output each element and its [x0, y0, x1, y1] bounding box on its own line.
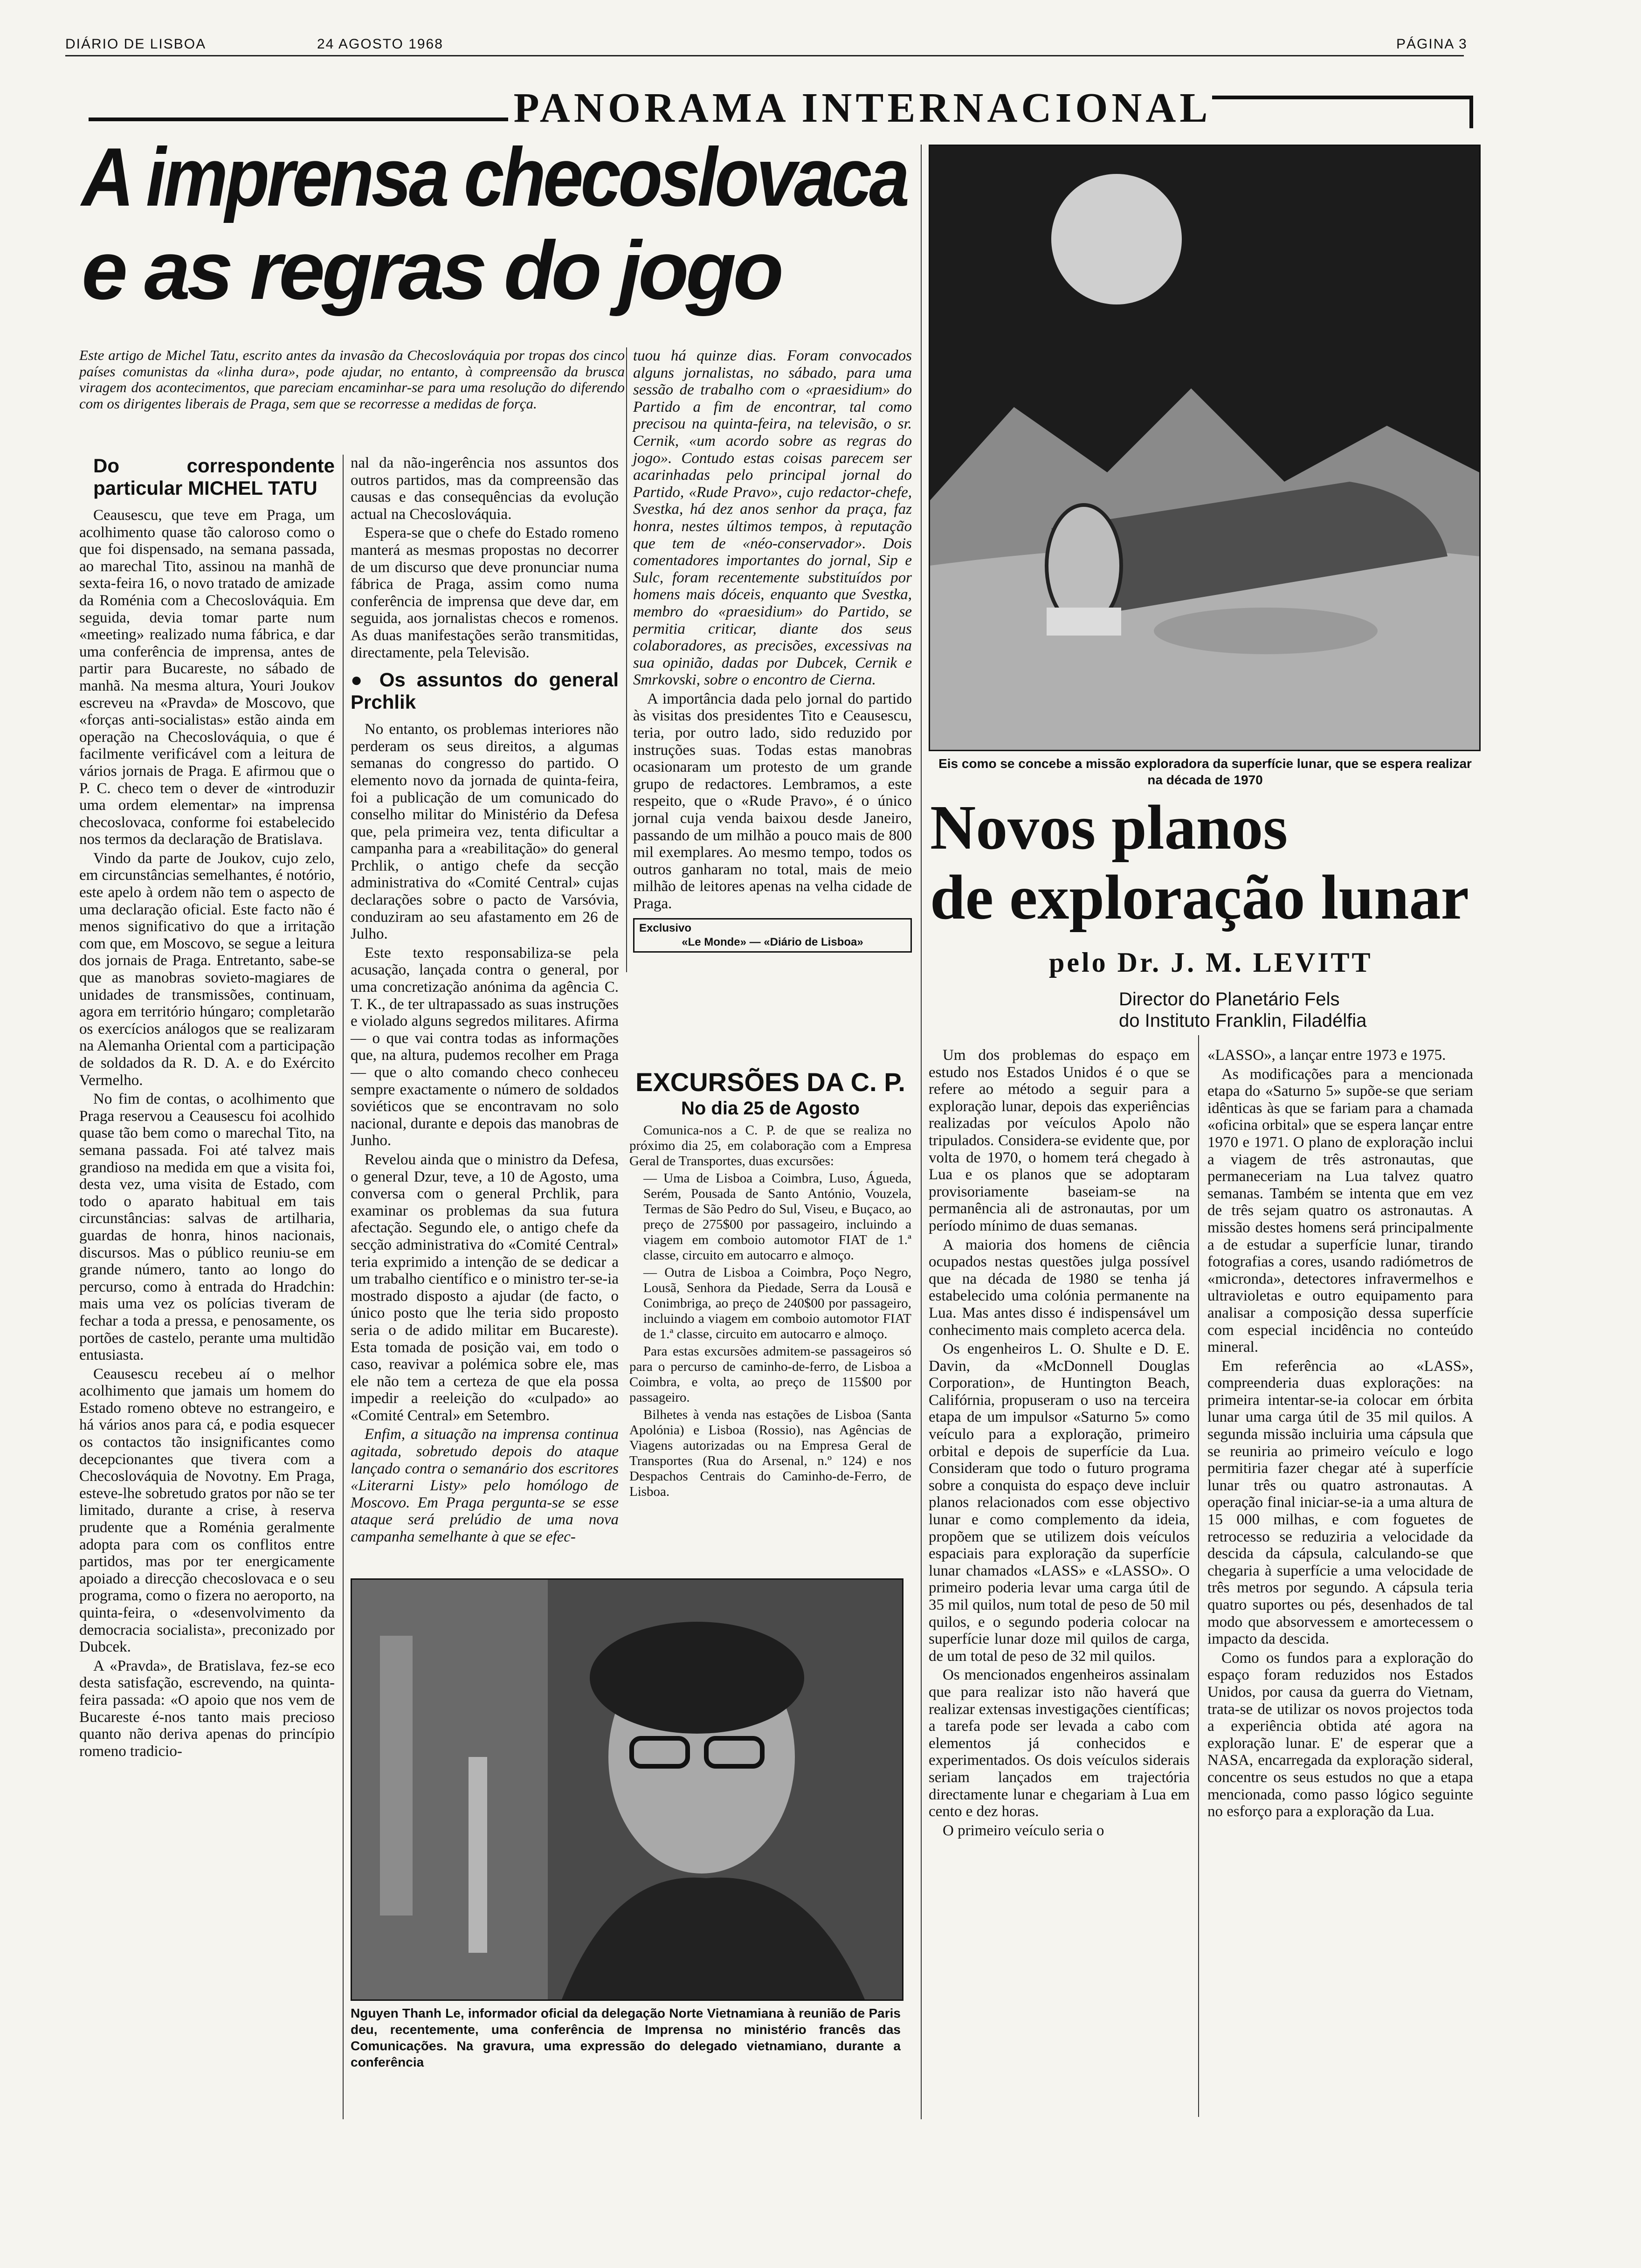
article-column-2 [351, 455, 619, 1548]
paragraph: A «Pravda», de Bratislava, fez-se eco desta satisfação, escrevendo, na quinta-feira passada: «O apoio que nos vem de Bucareste é-nos tanto mais precioso quanto não deriva apenas do princípio romeno tradicio- [79, 1657, 335, 1760]
list-item: — Outra de Lisboa a Coimbra, Poço Negro, Lousã, Senhora da Piedade, Serra da Lousã e Conimbriga, ao preço de 240$00 por passageiro, incluindo a viagem em comboio automotor FIAT de 1.ª classe, circuito em autocarro e almoço. [643, 1265, 911, 1341]
paragraph: «LASSO», a lançar entre 1973 e 1975. [1207, 1047, 1446, 1064]
column-rule [343, 455, 344, 2119]
author-role-line-2: do Instituto Franklin, Filadélfia [1119, 1010, 1367, 1031]
article2-byline: pelo Dr. J. M. LEVITT [1049, 947, 1373, 978]
bullet-icon: ● [351, 669, 379, 691]
paragraph: Espera-se que o chefe do Estado romeno manterá as mesmas propostas no decorrer de um discurso que deve pronunciar numa fábrica de Praga, assim como numa conferência de imprensa que deve dar, em seguida, aos jornalistas checos e romenos. As duas manifestações serão transmitidas, directamente, pela Televisão. [351, 525, 619, 661]
paragraph: Enfim, a situação na imprensa continua agitada, sobretudo depois do ataque lançado contra o semanário dos escritores «Literarni Listy» pelo homólogo de Moscovo. Em Praga perguntа-se se esse ataque será prelúdio de uma nova campanha semelhante à que se efec- [351, 1426, 619, 1546]
excursions-subtitle: No dia 25 de Agosto [681, 1098, 860, 1119]
paragraph: A importância dada pelo jornal do partido às visitas dos presidentes Tito e Ceausescu, teria, por outro lado, sido reduzido por instruções suas. Todas estas manobras ocasionaram um protesto de um grande grupo de redactores. Lembramos, a este respeito, que o «Rude Pravo», é o único jornal cuja venda baixou desde Janeiro, passando de um milhão a pouco mais de 800 mil exemplares. Ao mesmo tempo, todos os outros ganharam no total, mais de meio milhão de leitores apenas na velha cidade de Praga. [633, 690, 912, 912]
paragraph: As modificações para a mencionada etapa do «Saturno 5» supõe-se que seriam idênticas às que se fariam para a chamada «oficina orbital» que se espera lançar entre 1970 e 1971. O plano de exploração inclui a viagem de três astronautas, que permaneceriam na Lua talvez quatro semanas. Também se intenta que em vez de três sejam quatro os astronautas. A missão destes homens será principalmente a de estudar a superfície lunar, tirando fotografias a cores, usando radiómetros de «micronda», detectores infravermelhos e ultravioletas e outro equipamento para analisar a composição dessa superfície com especial incidência no conteúdo mineral. [1207, 1065, 1473, 1356]
subheading-text: Os assuntos do general Prchlik [351, 669, 619, 713]
column-rule [921, 145, 922, 2119]
photo-caption: Nguyen Thanh Le, informador oficial da delegação Norte Vietnamiana à reunião de Paris deu, recentemente, uma conferência de Imprensa no ministério francês das Comunicações. Na gravura, uma expressão do delegado vietnamiano, durante a conferência [351, 2006, 901, 2069]
article2-column-2 [1207, 1047, 1473, 1822]
exclusive-label: Exclusivo [639, 921, 692, 934]
excursions-notice [629, 1068, 911, 1501]
paragraph: Bilhetes à venda nas estações de Lisboa (Santa Apolónia) e Lisboa (Rossio), nas Agências de Viagens autorizadas ou na Empresa Geral de Transportes (Rua do Arsenal, n.º 124) e nos Despachos Centrais do Caminho-de-Ferro, de Lisboa. [629, 1407, 911, 1499]
paragraph: Em referência ao «LASS», compreenderia duas explorações: na primeira intentar-se-ia colocar em órbita lunar uma carga útil de 35 mil quilos. A segunda missão incluiria uma cápsula que se reuniria ao primeiro veículo e logo permitiria fazer chegar até à superfície lunar três ou quatro astronautas. A operação final iniciar-se-ia a uma altura de 15 000 milhas, e com foguetes de retrocesso se reduziria a velocidade da descida da cápsula, calculando-se que chegaria à superfície a uma velocidade de três metros por segundo. A cápsula teria quatro suportes ou pés, desenhados de tal modo que absorvessem e amortecessem o impacto da descida. [1207, 1357, 1473, 1648]
headline-line-1: Novos planos [930, 793, 1288, 863]
column-rule [1198, 1035, 1199, 2117]
article2-headline [930, 793, 1478, 933]
lunar-photo-caption: Eis como se concebe a missão exploradora da superfície lunar, que se espera realizar na década de 1970 [938, 756, 1472, 787]
portrait-photo [351, 1578, 903, 2001]
article-intro: Este artigo de Michel Tatu, escrito antes da invasão da Checoslováquia por tropas dos cinco países comunistas da «linha dura», pode ajudar, no entanto, à compreensão da brusca viragem dos acontecimentos, que pareciam encaminhar-se para uma resolução do diferendo com os dirigentes liberais de Praga, sem que se recorresse a medidas de força. [79, 347, 625, 412]
paragraph: Como os fundos para a exploração do espaço foram reduzidos nos Estados Unidos, por causa da guerra do Vietnam, trata-se de utilizar os novos projectos toda a experiência obtida até agora na exploração lunar. E' de esperar que a NASA, encarregada da exploração sideral, concentre os seus estudos no que a etapa mencionada, como passo lógico seguinte no esforço para a exploração da Lua. [1207, 1649, 1473, 1820]
section-title: PANORAMA INTERNACIONAL [513, 85, 1212, 131]
excursions-title: EXCURSÕES DA C. P. [635, 1067, 905, 1097]
masthead-rule [65, 55, 1464, 56]
subheading [351, 669, 619, 713]
article-column-3 [633, 347, 912, 953]
byline: Do correspondente particular MICHEL TATU [93, 455, 335, 499]
paragraph: A maioria dos homens de ciência ocupados nestas questões julga possível que na década de 1980 se tenha já estabelecido uma colónia permanente na Lua. Mas antes disso é indispensável um conhecimento mais completo acerca dela. [929, 1236, 1190, 1339]
paragraph: Vindo da parte de Joukov, cujo zelo, em circunstâncias semelhantes, é notório, este apelo à ordem não tem o aspecto de uma declaração oficial. Este facto não é menos significativo do que a irritação com que, em Moscovo, se segue a leitura dos jornais de Praga. Entretanto, sabe-se que as manobras sovieto-magiares de unidades de transmissões, continuam, agora em território húngaro; completarão os exercícios análogos que se realizaram na Alemanha Oriental com a participação de soldados da R. D. A. e do Exército Vermelho. [79, 850, 335, 1089]
paragraph: Os mencionados engenheiros assinalam que para realizar isto não haverá que realizar extensas investigações científicas; a tarefa pode ser levada a cabo com elementos já conhecidos e experimentados. Os dois veículos siderais seriam lançados em trajectória directamente lunar e chegariam à Lua em cento e dez horas. [929, 1666, 1190, 1820]
paragraph: Ceausescu recebeu aí o melhor acolhimento que jamais um homem do Estado romeno obteve no estrangeiro, e há vários anos para cá, e podia esquecer os contactos tão insignificantes como decepcionantes que tivera com a Checoslováquia de Novotny. Em Praga, esteve-lhe sobretudo gratos por não se ter limitado, durante a crise, à reserva prudente que a Roménia geralmente adopta para com os conflitos entre partidos, mas por ter energicamente apoiado a direcção checoslovaca e o seu programa, como o fizera no aeroporto, na quinta-feira, o «desenvolvimento da democracia socialista», preconizado por Dubcek. [79, 1365, 335, 1656]
paragraph: No fim de contas, o acolhimento que Praga reservou a Ceausescu foi acolhido quase tão bem como o marechal Tito, na semana passada. Foi até talvez mais grandioso na medida em que a visita foi, desta vez, uma visita de Estado, com todo o aparato habitual em tais circunstâncias: salvas de artilharia, guardas de honra, hinos nacionais, discursos. Mas o público reuniu-se em grande número, tanto ao longo do percurso, como à entrada do Hradchin: mais uma vez os polícias tiveram de fechar a toda a pressa, e penosamente, os portões de castelo, perante uma multidão entusiasta. [79, 1091, 335, 1364]
paper-name: DIÁRIO DE LISBOA [65, 36, 207, 52]
paragraph: Ceausescu, que teve em Praga, um acolhimento quase tão caloroso como o que foi dispensado, na semana passada, ao marechal Tito, assinou na manhã de sexta-feira 16, o novo tratado de amizade da Roménia com a Checoslováquia. Em seguida, devia tomar parte num «meeting» realizado numa fábrica, e dar uma conferência de imprensa, antes de partir para Bucareste, no sábado de manhã. Na mesma altura, Youri Joukov escreveu na «Pravda» de Moscovo, que «forças anti-socialistas» estão ainda em operação na Checoslováquia, o que é facilmente verificável com a leitura de vários jornais de Praga. E afirmou que o P. C. checo tem o dever de «introduzir uma ordem elementar» na imprensa checoslovaca, conforme foi estabelecido nos termos da declaração de Bratislava. [79, 507, 335, 848]
paragraph: Um dos problemas do espaço em estudo nos Estados Unidos é o que se refere ao método a seguir para a exploração lunar, depois das experiências realizadas por veículos Apolo não tripulados. Considera-se evidente que, por volta de 1970, o homem terá chegado à Lua e os planos que se adoptaram provisoriamente baseiam-se na permanência ali de astronautas, por um período mínimo de duas semanas. [929, 1047, 1190, 1234]
list-item: — Uma de Lisboa a Coimbra, Luso, Águeda, Serém, Pousada de Santo António, Vouzela, Termas de São Pedro do Sul, Viseu, e Buçaco, ao preço de 275$00 por passageiro, incluindo a viagem em comboio automotor FIAT de 1.ª classe, circuito em autocarro e almoço. [643, 1171, 911, 1263]
banner-rule-left [89, 118, 508, 121]
paragraph: Este texto responsabiliza-se pela acusação, lançada contra o general, por uma concretização anónima da agência C. T. K., de ter ultrapassado as suas instruções e violado alguns segredos militares. Afirma — o que vai contra todas as informações que, na altura, pudemos recolher em Praga — que o alto comando checo conheceu sempre exactamente o número de soldados soviéticos que se encontravam no solo nacional, durante e depois das manobras de Junho. [351, 944, 619, 1149]
headline-line-1: A imprensa checoslovaca [82, 131, 907, 223]
page-number: PÁGINA 3 [1396, 36, 1468, 52]
paragraph: nal da não-ingerência nos assuntos dos outros partidos, mas da compreensão das causas e das consequências da evolução actual na Checoslováquia. [351, 455, 619, 523]
lunar-illustration [930, 146, 1479, 750]
paragraph: tuou há quinze dias. Foram convocados alguns jornalistas, no sábado, para uma sessão de trabalho com o «praesidium» do Partido a fim de encontrar, tal como precisou na quinta-feira, na televisão, o sr. Cernik, «um acordo sobre as regras do jogo». Contudo estas coisas parecem ser acarinhadas pelo principal jornal do Partido, «Rude Pravo», cujo redactor-chefe, Svestka, há dez anos senhor da praça, faz honra, nestes últimos tempos, à reputação que tem de «néo-conservador». Dois comentadores importantes do jornal, Sip e Sulc, foram recentemente substituídos por homens mais dóceis, enquanto que Svestka, membro do «praesidium» do Partido, se permitia criticar, diante dos seus colaboradores, as precisões, excessivas na sua opinião, dadas por Dubcek, Cernik e Smrkovski, sobre o encontro de Cierna. [633, 347, 912, 689]
paragraph: No entanto, os problemas interiores não perderam os seus direitos, a algumas semanas do congresso do partido. O elemento novo da jornada de quinta-feira, foi a publicação de um comunicado do conselho militar do Ministério da Defesa que, pela primeira vez, tenta dificultar a campanha para a «reabilitação» do general Prchlik, o antigo chefe da secção administrativa do «Comité Central» cujas declarações sobre o pacto de Varsóvia, conduziram ao seu afastamento em 26 de Julho. [351, 721, 619, 943]
headline-line-2: e as regras do jogo [82, 224, 781, 317]
portrait-illustration [352, 1580, 902, 1999]
banner-rule-right [1212, 96, 1473, 99]
issue-date: 24 AGOSTO 1968 [317, 36, 443, 52]
paragraph: O primeiro veículo seria o [943, 1822, 1104, 1839]
lunar-mission-photo [929, 145, 1481, 751]
article-column-1 [79, 455, 335, 1762]
article-headline [82, 131, 907, 317]
author-role-line-1: Director do Planetário Fels [1119, 989, 1340, 1010]
exclusive-box [633, 918, 912, 953]
headline-line-2: de exploração lunar [930, 863, 1469, 933]
banner-rule-right-end [1469, 96, 1473, 128]
author-role [1119, 989, 1366, 1031]
paragraph: Comunica-nos a C. P. de que se realiza no próximo dia 25, em colaboração com a Empresa Geral de Transportes, duas excursões: [629, 1123, 911, 1169]
article2-column-1 [929, 1047, 1190, 1841]
exclusive-sources: «Le Monde» — «Diário de Lisboa» [682, 935, 863, 948]
paragraph: Para estas excursões admitem-se passageiros só para o percurso de caminho-de-ferro, de Lisboa a Coimbra, e volta, ao preço de 115$00 por passageiro. [629, 1344, 911, 1405]
paragraph: Os engenheiros L. O. Shulte e D. E. Davin, da «McDonnell Douglas Corporation», de Huntington Beach, Califórnia, propuseram o uso na terceira etapa de um impulsor «Saturno 5» como veículo para a exploração, primeiro orbital e depois de superfície da Lua. Consideram que todo o futuro programa sobre a conquista do espaço deve incluir planos relacionados com esse objectivo lunar e como complemento da ideia, propõem que se utilizem dois veículos espaciais para exploração da superfície lunar chamados «LASS» e «LASSO». O primeiro poderia levar uma carga útil de 35 mil quilos, num total de peso de 50 mil quilos, e o segundo poderia colocar na superfície lunar doze mil quilos de carga, de um total de peso de 32 mil quilos. [929, 1341, 1190, 1665]
column-rule [626, 347, 627, 972]
paragraph: Revelou ainda que o ministro da Defesa, o general Dzur, teve, a 10 de Agosto, uma conversa com o general Prchlik, para examinar os problemas da sua futura afectação. Segundo ele, o antigo chefe da secção administrativa do «Comité Central» teria exprimido a intenção de se dedicar a um trabalho científico e o ministro ter-se-ia mostrado disposto a ajudar (de facto, o único posto que lhe teria sido proposto seria o de adido militar em Bucareste). Esta tomada de posição vai, em todo o caso, reavivar a polémica sobre ele, mas ele não tem a certeza de que ela possa impedir a reeleição do «culpado» ao «Comité Central» em Setembro. [351, 1151, 619, 1424]
